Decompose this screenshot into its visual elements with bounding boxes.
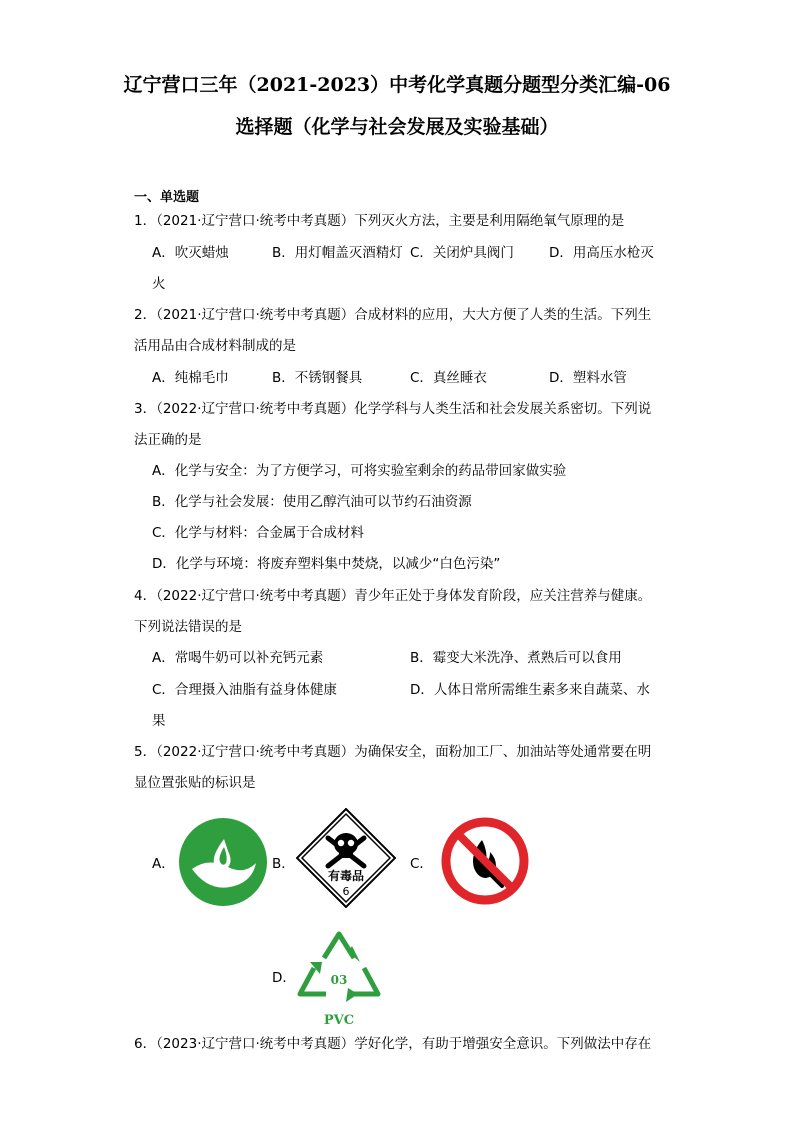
question-1-stem: 1．（2021·辽宁营口·统考中考真题）下列灭火方法，主要是利用隔绝氧气原理的是 xyxy=(134,213,625,229)
q3-option-d: D．化学与环境：将废弃塑料集中焚烧，以减少“白色污染” xyxy=(152,556,501,572)
question-5-stem-line1: 5．（2022·辽宁营口·统考中考真题）为确保安全，面粉加工厂、加油站等处通常要在明 xyxy=(134,744,652,760)
q5-label-b: B． xyxy=(272,856,295,872)
question-2-stem-line2: 活用品由合成材料制成的是 xyxy=(134,338,296,354)
q3-option-b: B．化学与社会发展：使用乙醇汽油可以节约石油资源 xyxy=(152,494,472,510)
q4-option-c: C．合理摄入油脂有益身体健康 xyxy=(152,682,337,698)
toxic-label: 有毒品 xyxy=(327,869,365,883)
q3-option-a: A．化学与安全：为了方便学习，可将实验室剩余的药品带回家做实验 xyxy=(152,463,567,479)
pvc-recycle-icon xyxy=(294,928,384,1028)
question-4-stem-line2: 下列说法错误的是 xyxy=(134,619,242,635)
toxic-substance-icon xyxy=(296,808,396,908)
q1-option-a: A．吹灭蜡烛 xyxy=(152,245,229,261)
question-3-stem-line2: 法正确的是 xyxy=(134,432,202,448)
page-title-line2: 选择题（化学与社会发展及实验基础） xyxy=(235,116,559,138)
no-fire-icon xyxy=(440,816,530,906)
q5-label-c: C． xyxy=(410,856,433,872)
q1-option-d: D．用高压水枪灭 xyxy=(549,245,654,261)
q2-option-d: D．塑料水管 xyxy=(549,370,627,386)
q2-option-a: A．纯棉毛巾 xyxy=(152,370,229,386)
q4-option-b: B．霉变大米洗净、煮熟后可以食用 xyxy=(410,650,622,666)
q4-option-d-continued: 果 xyxy=(152,713,166,729)
pvc-code: 03 xyxy=(330,973,348,987)
question-3-stem-line1: 3．（2022·辽宁营口·统考中考真题）化学学科与人类生活和社会发展关系密切。下列说 xyxy=(134,401,652,417)
pvc-label: PVC xyxy=(323,1013,355,1028)
q5-label-a: A． xyxy=(152,856,175,872)
question-2-stem-line1: 2．（2021·辽宁营口·统考中考真题）合成材料的应用，大大方便了人类的生活。下列生 xyxy=(134,307,652,323)
q2-option-b: B．不锈钢餐具 xyxy=(272,370,363,386)
question-4-stem-line1: 4．（2022·辽宁营口·统考中考真题）青少年正处于身体发育阶段，应关注营养与健康。 xyxy=(134,588,652,604)
water-saving-icon xyxy=(178,817,268,907)
question-6-stem-line1: 6．（2023·辽宁营口·统考中考真题）学好化学，有助于增强安全意识。下列做法中存在 xyxy=(134,1036,652,1052)
section-heading: 一、单选题 xyxy=(134,190,200,205)
page-title-line1: 辽宁营口三年（2021-2023）中考化学真题分题型分类汇编-06 xyxy=(123,74,671,96)
q5-label-d: D． xyxy=(272,970,296,986)
q4-option-a: A．常喝牛奶可以补充钙元素 xyxy=(152,650,324,666)
q4-option-d: D．人体日常所需维生素多来自蔬菜、水 xyxy=(410,682,650,698)
q1-option-b: B．用灯帽盖灭酒精灯 xyxy=(272,245,403,261)
q2-option-c: C．真丝睡衣 xyxy=(410,370,487,386)
q1-option-d-continued: 火 xyxy=(152,276,166,292)
toxic-class-number: 6 xyxy=(342,885,350,898)
question-5-stem-line2: 显位置张贴的标识是 xyxy=(134,775,256,791)
q1-option-c: C．关闭炉具阀门 xyxy=(410,245,514,261)
q3-option-c: C．化学与材料：合金属于合成材料 xyxy=(152,525,364,541)
